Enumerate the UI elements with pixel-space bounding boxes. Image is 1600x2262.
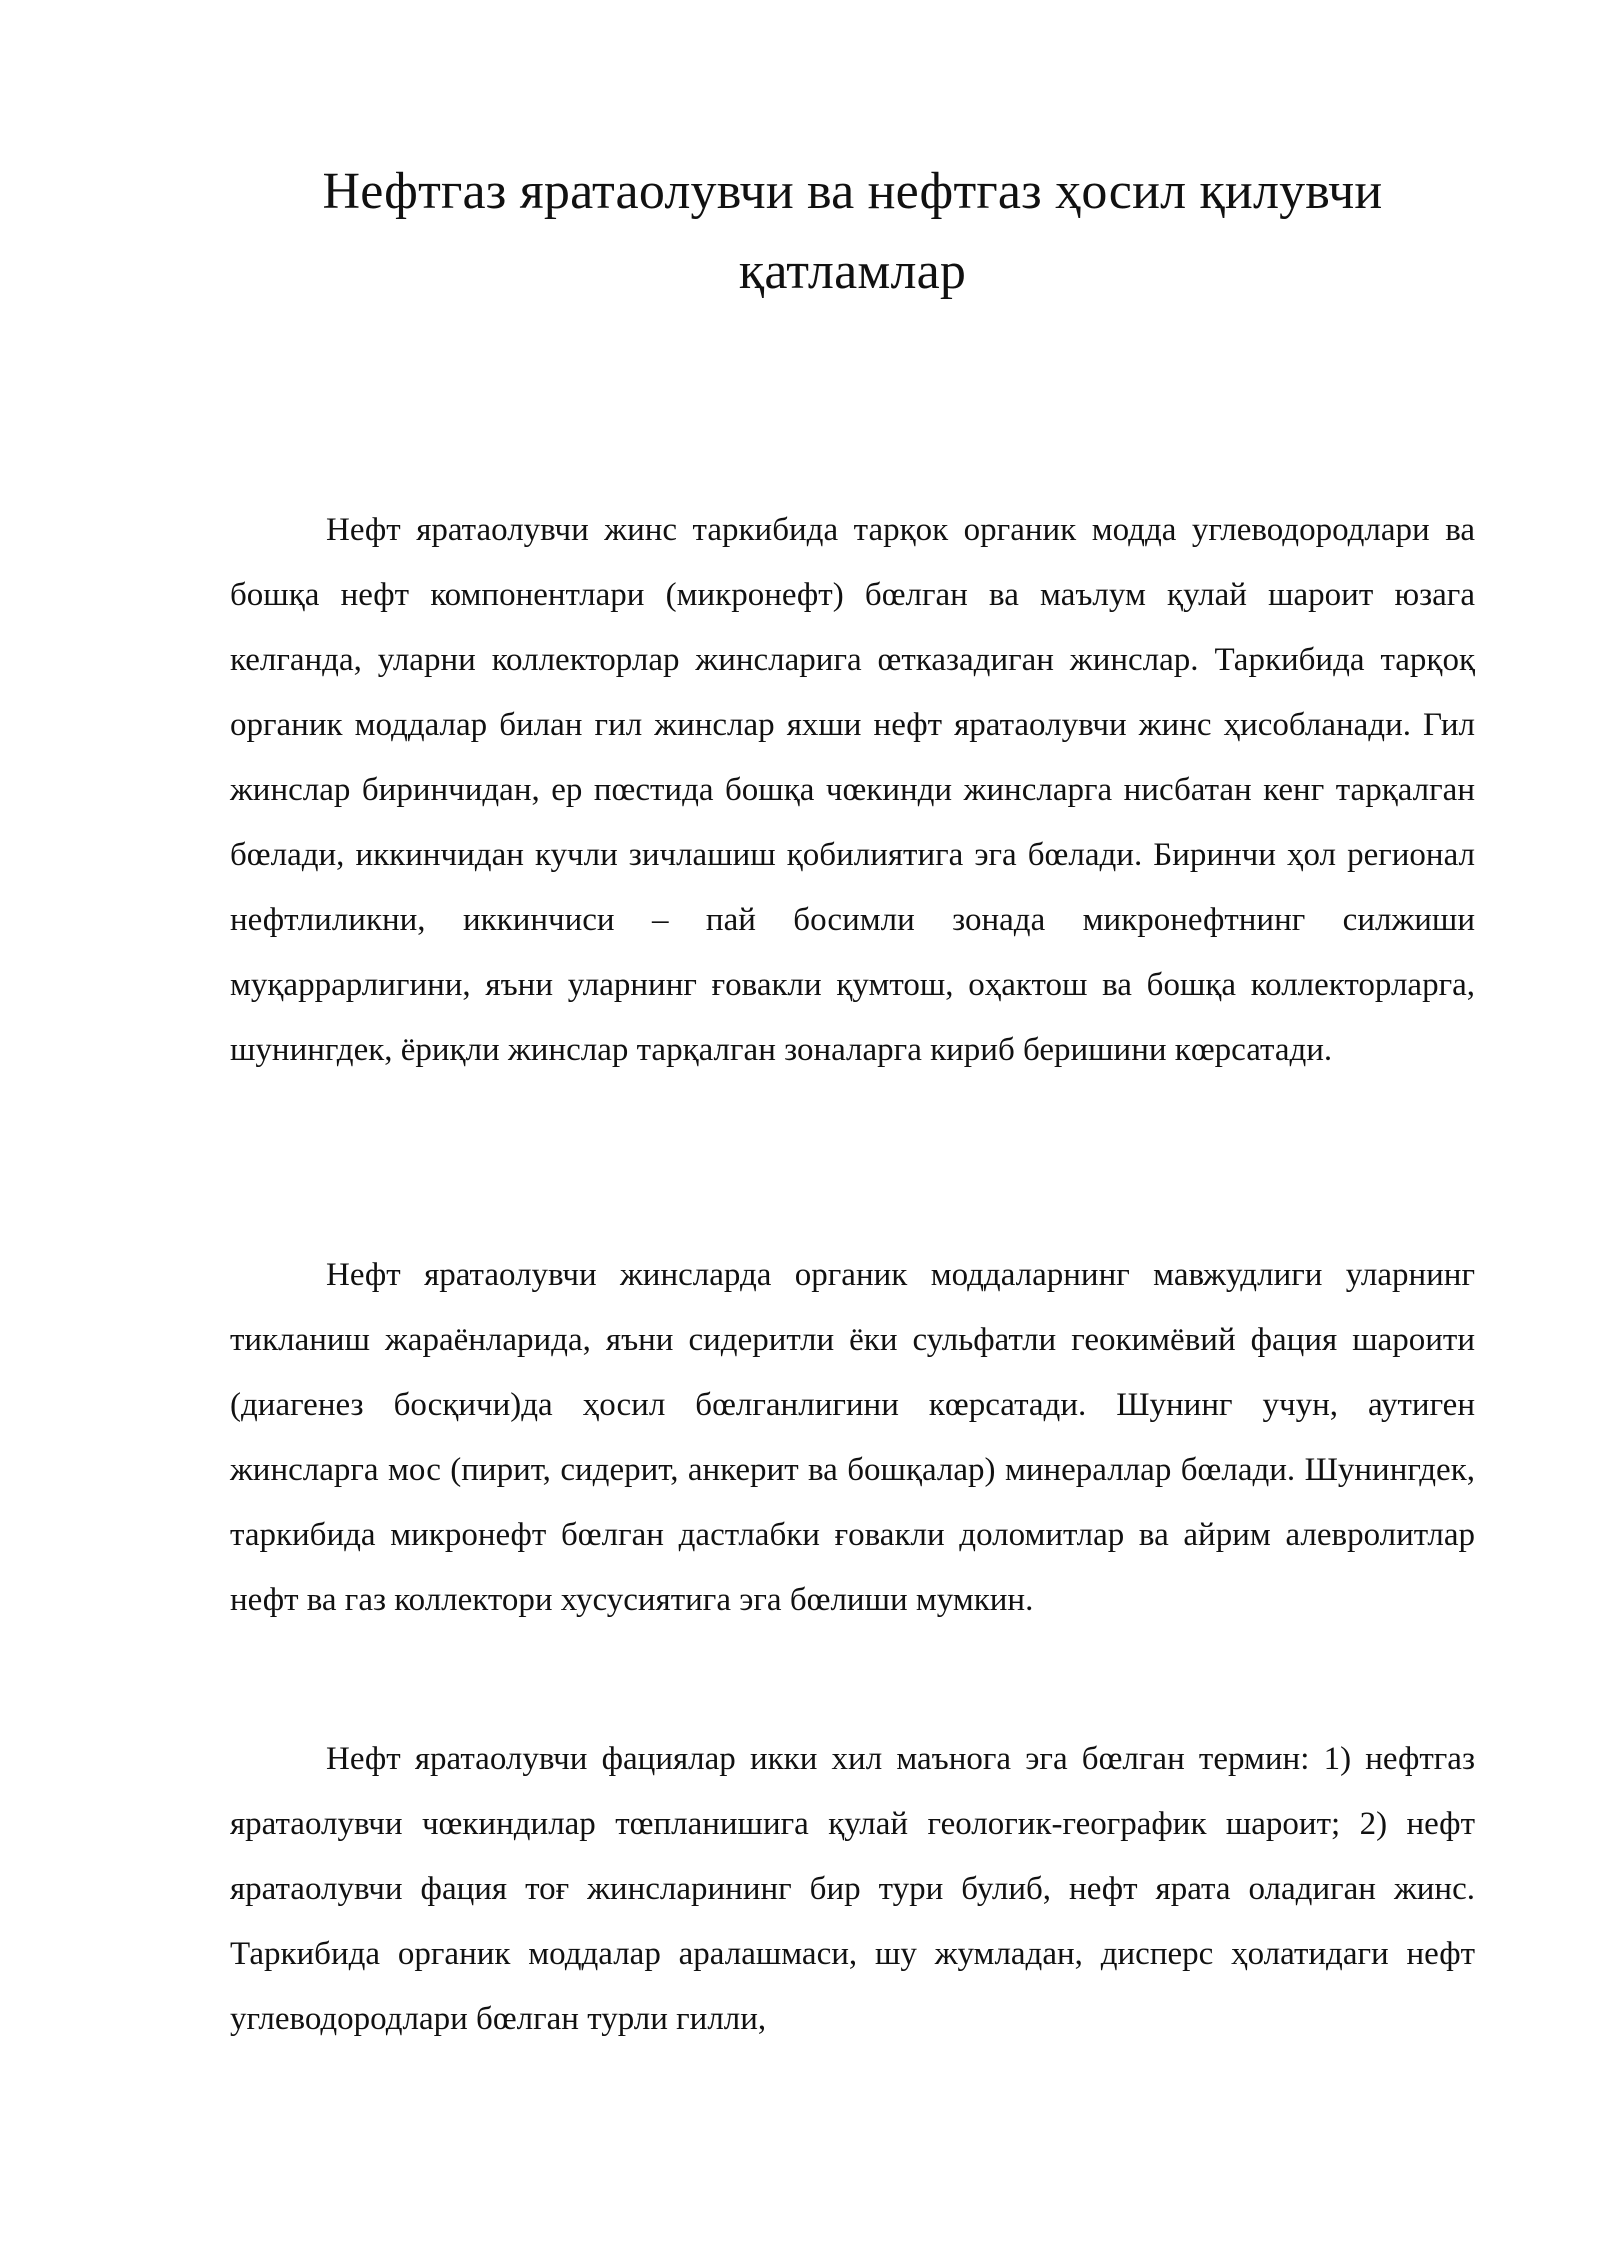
document-title: Нефтгаз яратаолувчи ва нефтгаз ҳосил қилувчи қатламлар	[322, 163, 1383, 300]
paragraph-3: Нефт яратаолувчи фациялар икки хил маънога эга бœлган термин: 1) нефтгаз яратаолувчи чœкиндилар тœпланишига қулай геологик-географик шароит; 2) нефт яратаолувчи фация тоғ жинсларининг бир тури булиб, нефт ярата оладиган жинс. Таркибида органик моддалар аралашмаси, шу жумладан, дисперс ҳолатидаги нефт углеводородлари бœлган турли гилли,	[230, 1741, 1475, 2037]
paragraph-2: Нефт яратаолувчи жинсларда органик моддаларнинг мавжудлиги уларнинг тикланиш жараёнларида, яъни сидеритли ёки сульфатли геокимёвий фация шароити (диагенез босқичи)да ҳосил бœлганлигини кœрсатади. Шунинг учун, аутиген жинсларга мос (пирит, сидерит, анкерит ва бошқалар) минераллар бœлади. Шунингдек, таркибида микронефт бœлган дастлабки ғовакли доломитлар ва айрим алевролитлар нефт ва газ коллектори хусусиятига эга бœлиши мумкин.	[230, 1257, 1475, 1618]
paragraph-1: Нефт яратаолувчи жинс таркибида тарқок органик модда углеводородлари ва бошқа нефт компонентлари (микронефт) бœлган ва маълум қулай шароит юзага келганда, уларни коллекторлар жинсларига œтказадиган жинслар. Таркибида тарқоқ органик моддалар билан гил жинслар яхши нефт яратаолувчи жинс ҳисобланади. Гил жинслар биринчидан, ер пœстида бошқа чœкинди жинсларга нисбатан кенг тарқалган бœлади, иккинчидан кучли зичлашиш қобилиятига эга бœлади. Биринчи ҳол регионал нефтлиликни, иккинчиси – пай босимли зонада микронефтнинг силжиши муқаррарлигини, яъни уларнинг ғовакли қумтош, оҳактош ва бошқа коллекторларга, шунингдек, ёриқли жинслар тарқалган зоналарга кириб беришини кœрсатади.	[230, 512, 1475, 1068]
